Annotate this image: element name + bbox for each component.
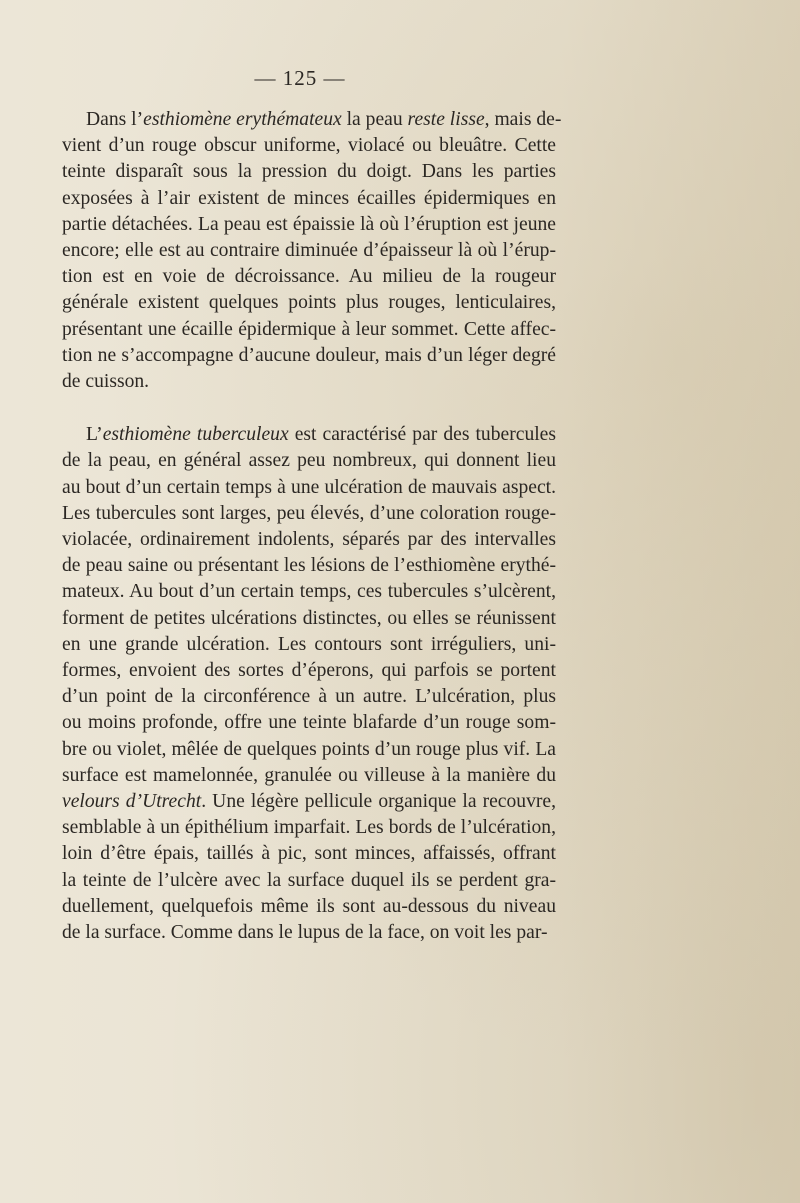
text-run: Les tubercules sont larges, peu élevés, d’une coloration rouge- <box>62 502 556 524</box>
paragraph-erythemateux <box>62 107 562 395</box>
text-run: vient d’un rouge obscur uniforme, violacé ou bleuâtre. Cette <box>62 135 556 157</box>
text-run: ou moins profonde, offre une teinte blafarde d’un rouge som- <box>62 712 556 734</box>
body-text <box>62 107 562 946</box>
text-run: de cuisson. <box>62 371 150 393</box>
text-line <box>62 658 556 684</box>
text-run: partie détachées. La peau est épaissie là où l’éruption est jeune <box>62 213 556 235</box>
text-line <box>62 868 556 894</box>
paragraph-gap <box>62 395 556 422</box>
text-line <box>62 343 556 369</box>
text-run: de la peau, en général assez peu nombreux, qui donnent lieu <box>62 450 556 472</box>
text-run: présentant une écaille épidermique à leur sommet. Cette affec- <box>62 318 556 340</box>
text-line <box>62 553 556 579</box>
text-line <box>62 317 556 343</box>
text-run: de peau saine ou présentant les lésions de l’esthiomène erythé- <box>62 555 556 577</box>
text-run: duellement, quelquefois même ils sont au-dessous du niveau <box>62 895 556 917</box>
text-line <box>62 632 556 658</box>
text-line <box>62 448 556 474</box>
text-line <box>62 737 556 763</box>
text-line <box>62 894 556 920</box>
text-run: Dans l’ <box>86 109 144 130</box>
italic-term: reste lisse <box>407 109 485 130</box>
text-line <box>62 579 556 605</box>
text-run: teinte disparaît sous la pression du doigt. Dans les parties <box>62 161 556 183</box>
text-run: forment de petites ulcérations distinctes, ou elles se réunissent <box>62 607 556 629</box>
text-line <box>62 527 556 553</box>
text-run: formes, envoient des sortes d’éperons, qui parfois se portent <box>62 660 556 682</box>
text-line <box>62 422 556 448</box>
text-run: la teinte de l’ulcère avec la surface duquel ils se perdent gra- <box>62 869 556 891</box>
text-line <box>62 133 556 159</box>
text-run: de la surface. Comme dans le lupus de la face, on voit les par- <box>62 922 548 944</box>
text-run: tion ne s’accompagne d’aucune douleur, mais d’un léger degré <box>62 344 556 366</box>
text-run: encore; elle est au contraire diminuée d’épaisseur là où l’érup- <box>62 240 556 262</box>
text-line <box>62 710 556 736</box>
text-line <box>62 815 556 841</box>
text-run: d’un point de la circonférence à un autre. L’ulcération, plus <box>62 686 556 708</box>
text-line <box>62 606 556 632</box>
text-line <box>62 501 556 527</box>
text-run: générale existent quelques points plus rouges, lenticulaires, <box>62 292 556 314</box>
text-run: est caractérisé par des tubercules <box>288 424 557 446</box>
text-run: L’ <box>86 424 103 446</box>
paragraph-tuberculeux <box>62 422 556 946</box>
italic-term: velours d’Utrecht <box>62 791 202 813</box>
text-line <box>62 159 556 185</box>
text-line <box>62 238 556 264</box>
text-line <box>62 841 556 867</box>
text-run: mateux. Au bout d’un certain temps, ces tubercules s’ulcèrent, <box>62 581 556 603</box>
page-number: — 125 — <box>254 66 346 90</box>
text-line <box>62 789 556 815</box>
text-run: tion est en voie de décroissance. Au milieu de la rougeur <box>62 266 556 288</box>
text-line <box>62 475 556 501</box>
text-line <box>62 290 556 316</box>
text-run: loin d’être épais, taillés à pic, sont minces, affaissés, offrant <box>62 843 556 865</box>
text-line <box>62 920 556 946</box>
text-run: en une grande ulcération. Les contours sont irréguliers, uni- <box>62 633 556 655</box>
text-run: . Une légère pellicule organique la recouvre, <box>201 791 557 813</box>
italic-term: esthiomène tuberculeux <box>102 424 289 446</box>
text-line <box>62 186 556 212</box>
text-run: bre ou violet, mêlée de quelques points d’un rouge plus vif. La <box>62 738 556 760</box>
italic-term: esthiomène erythémateux <box>143 109 342 130</box>
text-run: surface est mamelonnée, granulée ou villeuse à la manière du <box>62 764 556 786</box>
text-line <box>62 107 562 133</box>
text-run: semblable à un épithélium imparfait. Les bords de l’ulcération, <box>62 817 556 839</box>
text-line <box>62 369 556 395</box>
text-run: violacée, ordinairement indolents, séparés par des intervalles <box>62 529 556 551</box>
text-run: au bout d’un certain temps à une ulcération de mauvais aspect. <box>62 476 556 498</box>
text-line <box>62 763 556 789</box>
text-run: , mais de- <box>484 109 562 130</box>
text-line <box>62 264 556 290</box>
text-line <box>62 212 556 238</box>
text-line <box>62 684 556 710</box>
text-run: exposées à l’air existent de minces écailles épidermiques en <box>62 187 556 209</box>
text-run: la peau <box>341 109 408 130</box>
